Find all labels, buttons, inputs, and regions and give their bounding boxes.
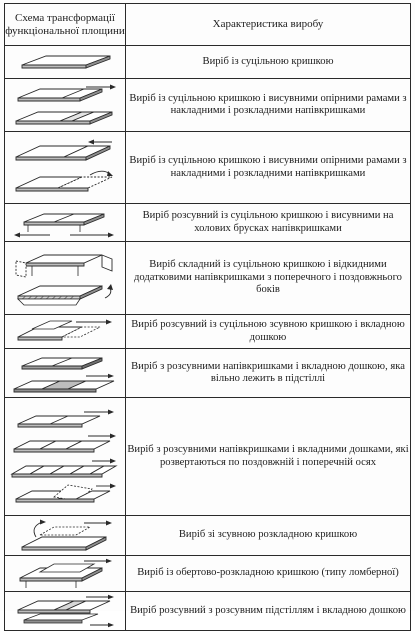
scheme-sliding-halves <box>5 352 125 372</box>
scheme-cell <box>5 79 126 132</box>
table-row <box>5 349 411 398</box>
arrow-left-icon <box>88 140 112 145</box>
description-cell: Виріб складний із суцільною кришкою і відкидними додатковими напівкришками з поперечного і поздовжнього боків <box>126 242 411 315</box>
arrow-left-icon <box>14 232 50 237</box>
header-description: Характеристика виробу <box>126 4 411 46</box>
scheme-folding-top <box>5 247 125 279</box>
arrow-right-icon <box>86 373 114 377</box>
table-row <box>5 315 411 349</box>
scheme-cell <box>5 349 126 398</box>
scheme-folding-top-open <box>5 280 125 310</box>
description-cell: Виріб із суцільною кришкою і висувними опірними рамами з накладними і розкладними напівкришками <box>126 79 411 132</box>
scheme-sliding-base <box>5 594 125 628</box>
scheme-cell <box>5 516 126 556</box>
transformation-table <box>4 3 411 631</box>
table-row <box>5 242 411 315</box>
table-row <box>5 204 411 242</box>
scheme-cell <box>5 556 126 592</box>
scheme-sliding-bars <box>5 206 125 240</box>
scheme-extending-frames-2 <box>5 137 125 167</box>
arrow-right-icon <box>76 319 112 324</box>
arrow-right-icon <box>90 623 114 627</box>
arrow-right-icon <box>84 520 112 525</box>
scheme-cell <box>5 46 126 79</box>
description-cell: Виріб зі зсувною розкладною кришкою <box>126 516 411 556</box>
scheme-sliding-top-insert <box>5 317 125 347</box>
rotate-arrow-icon <box>105 284 113 298</box>
curved-arrow-icon <box>90 171 113 176</box>
arrow-right-icon <box>86 595 114 599</box>
scheme-rotating-boards-3 <box>5 456 125 480</box>
description-cell: Виріб розсувний із суцільною кришкою і висувними на холових брусках напівкришками <box>126 204 411 242</box>
table-row <box>5 516 411 556</box>
description-cell: Виріб із суцільною кришкою і висувними опірними рамами з накладними і розкладними напівкришками <box>126 132 411 204</box>
header-scheme: Схема трансформації функціональної площини <box>5 4 126 46</box>
arrow-right-icon <box>84 558 112 562</box>
arrow-right-icon <box>96 484 116 489</box>
description-cell: Виріб розсувний з розсувним підстіллям і вкладною дошкою <box>126 592 411 631</box>
description-cell: Виріб з розсувними напівкришками і вкладними дошками, які розвертаються по поздовжній і поперечній осях <box>126 398 411 516</box>
description-cell: Виріб із обертово-розкладною кришкою (типу ломберної) <box>126 556 411 592</box>
scheme-solid-top <box>5 52 125 72</box>
scheme-cell <box>5 204 126 242</box>
scheme-extending-frames-2-open <box>5 168 125 198</box>
scheme-cell <box>5 315 126 349</box>
scheme-cell <box>5 132 126 204</box>
scheme-rotating-folding-top <box>5 558 125 590</box>
scheme-cell <box>5 242 126 315</box>
table-row <box>5 79 411 132</box>
scheme-rotating-boards-2 <box>5 431 125 455</box>
arrow-right-icon <box>88 434 116 439</box>
scheme-rotating-boards-1 <box>5 408 125 430</box>
table-row <box>5 556 411 592</box>
scheme-extending-frames-open <box>5 106 125 128</box>
table-row <box>5 46 411 79</box>
table-row <box>5 592 411 631</box>
scheme-sliding-halves-open <box>5 373 125 395</box>
table-row <box>5 398 411 516</box>
description-cell: Виріб із суцільною кришкою <box>126 46 411 79</box>
description-cell: Виріб з розсувними напівкришками і вкладною дошкою, яка вільно лежить в підстіллі <box>126 349 411 398</box>
description-cell: Виріб розсувний із суцільною зсувною кришкою і вкладною дошкою <box>126 315 411 349</box>
scheme-cell <box>5 398 126 516</box>
arrow-right-icon <box>92 459 116 464</box>
header-row <box>5 4 411 46</box>
scheme-extending-frames <box>5 83 125 105</box>
arrow-right-icon <box>70 232 114 237</box>
arrow-right-icon <box>84 410 114 415</box>
table-row <box>5 132 411 204</box>
scheme-cell <box>5 592 126 631</box>
scheme-sliding-folding-top <box>5 519 125 553</box>
scheme-rotating-boards-4 <box>5 481 125 505</box>
